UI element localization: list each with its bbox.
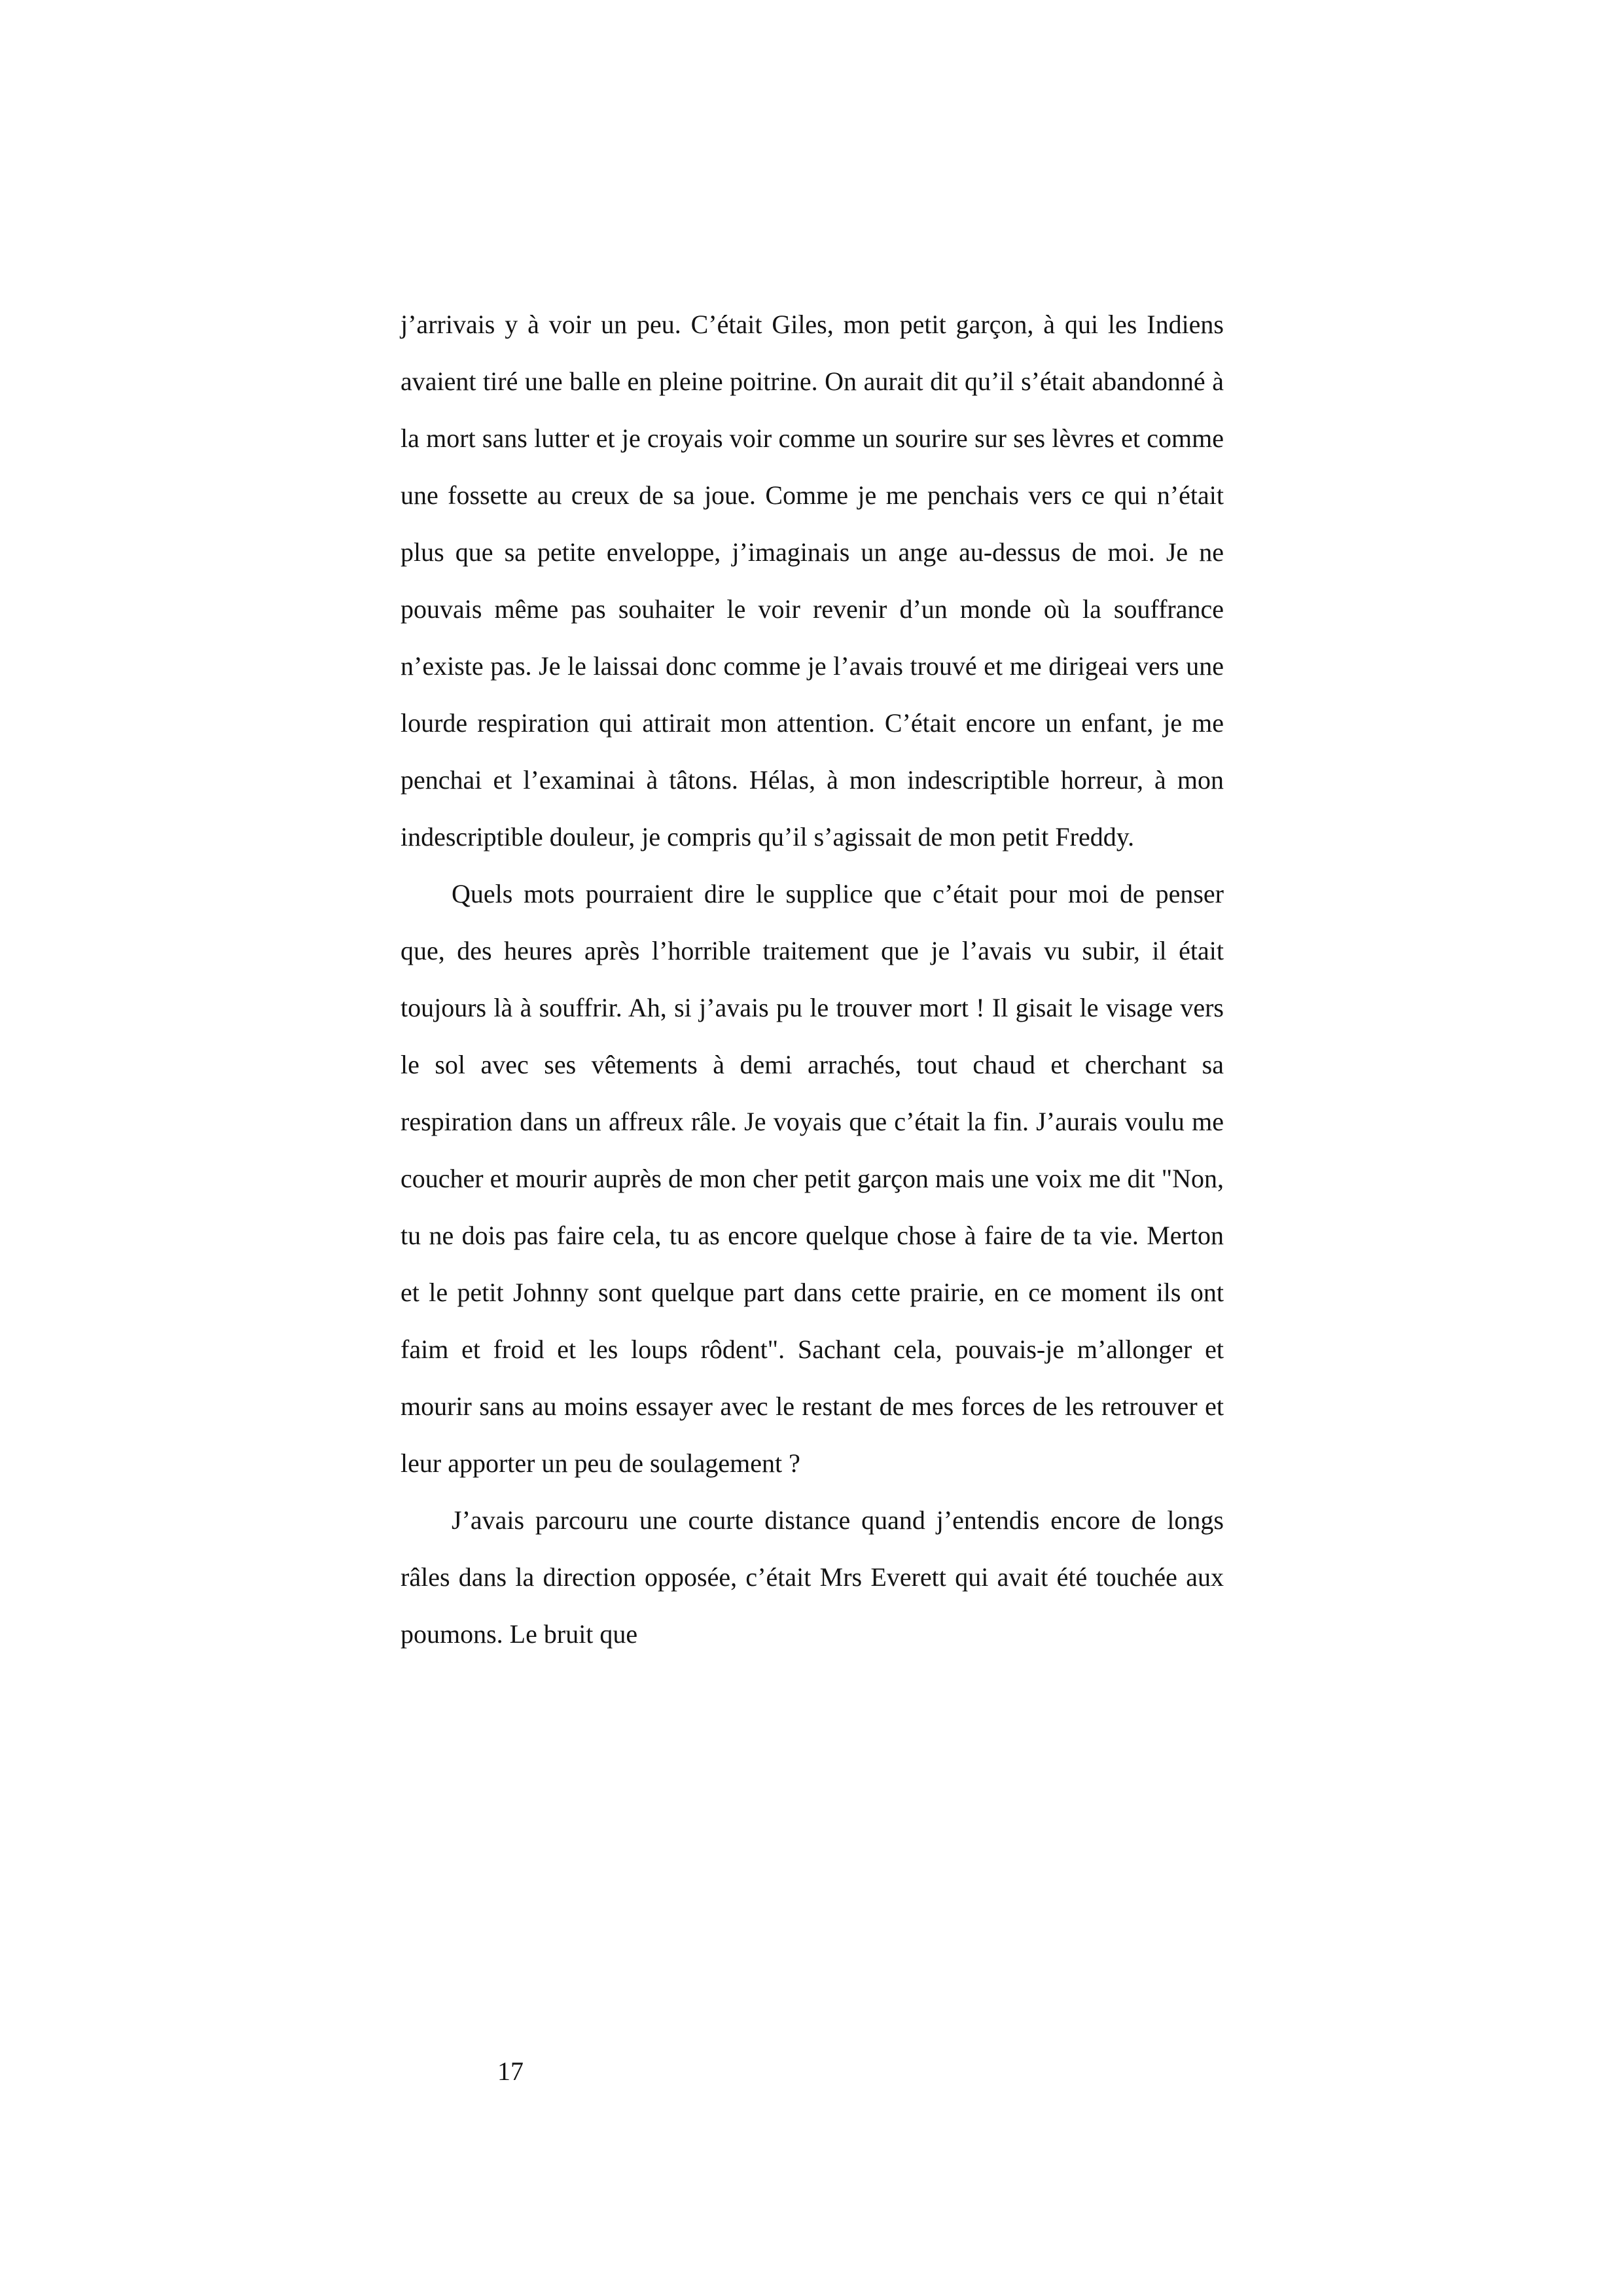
paragraph-3: J’avais parcouru une courte distance quand j’entendis encore de longs râles dans la direction opposée, c’était Mrs Everett qui avait été touchée aux poumons. Le bruit que xyxy=(401,1505,1224,1649)
body-text xyxy=(401,296,1224,1662)
paragraph-2: Quels mots pourraient dire le supplice que c’était pour moi de penser que, des heures après l’horrible traitement que je l’avais vu subir, il était toujours là à souffrir. Ah, si j’avais pu le trouver mort ! Il gisait le visage vers le sol avec ses vêtements à demi arrachés, tout chaud et cherchant sa respiration dans un affreux râle. Je voyais que c’était la fin. J’aurais voulu me coucher et mourir auprès de mon cher petit garçon mais une voix me dit "Non, tu ne dois pas faire cela, tu as encore quelque chose à faire de ta vie. Merton et le petit Johnny sont quelque part dans cette prairie, en ce moment ils ont faim et froid et les loups rôdent". Sachant cela, pouvais-je m’allonger et mourir sans au moins essayer avec le restant de mes forces de les retrouver et leur apporter un peu de soulagement ? xyxy=(401,879,1224,1478)
paragraph-1: j’arrivais y à voir un peu. C’était Giles, mon petit garçon, à qui les Indiens avaient tiré une balle en pleine poitrine. On aurait dit qu’il s’était abandonné à la mort sans lutter et je croyais voir comme un sourire sur ses lèvres et comme une fossette au creux de sa joue. Comme je me penchais vers ce qui n’était plus que sa petite enveloppe, j’imaginais un ange au-dessus de moi. Je ne pouvais même pas souhaiter le voir revenir d’un monde où la souffrance n’existe pas. Je le laissai donc comme je l’avais trouvé et me dirigeai vers une lourde respiration qui attirait mon attention. C’était encore un enfant, je me penchai et l’examinai à tâtons. Hélas, à mon indescriptible horreur, à mon indescriptible douleur, je compris qu’il s’agissait de mon petit Freddy. xyxy=(401,310,1224,852)
page-number: 17 xyxy=(497,2056,524,2086)
